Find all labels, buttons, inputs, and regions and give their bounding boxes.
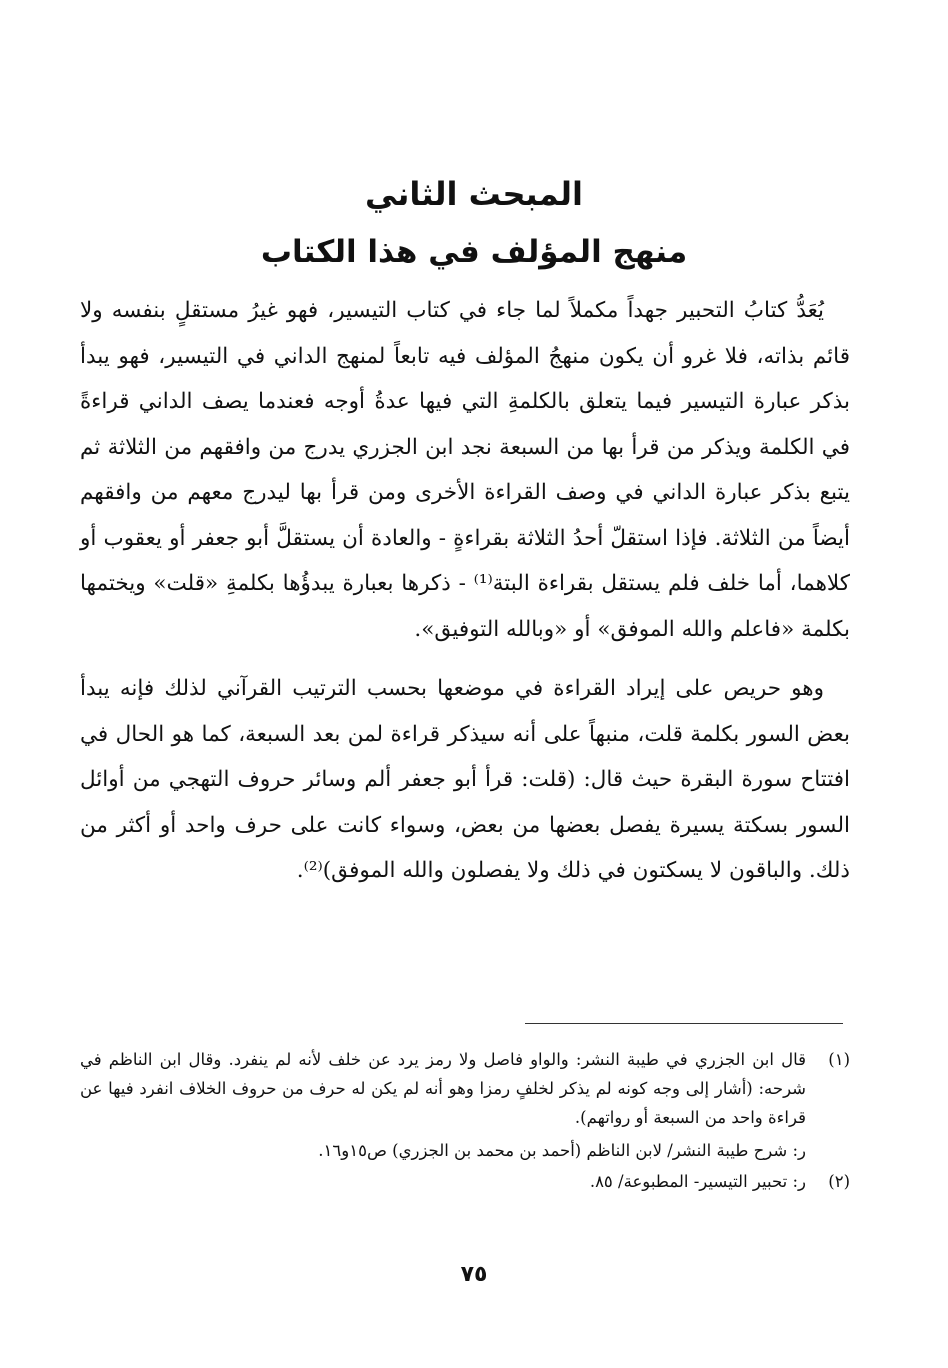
footnote xyxy=(80,1167,850,1196)
footnote-text: ر: تحبير التيسير- المطبوعة/ ٨٥. xyxy=(589,1172,806,1191)
footnote-reference: ر: شرح طيبة النشر/ لابن الناظم (أحمد بن محمد بن الجزري) ص١٥و١٦. xyxy=(318,1141,806,1160)
footnote-separator xyxy=(525,1023,843,1024)
section-title: المبحث الثاني xyxy=(364,175,584,213)
body-text xyxy=(80,288,850,908)
footnote-number: (١) xyxy=(828,1050,850,1069)
footnote xyxy=(80,1045,850,1167)
paragraph: وهو حريص على إيراد القراءة في موضعها بحسب الترتيب القرآني لذلك فإنه يبدأ بعض السور بكلمة قلت، منبهاً على أنه سيذكر قراءة لمن بعد السبعة، كما هو الحال في افتتاح سورة البقرة حيث قال: (قلت: قرأ أبو جعفر ألم وسائر حروف التهجي من أوائل السور بسكتة يسيرة يفصل بعضها من بعض، وسواء كانت على حرف واحد أو أكثر من ذلك. والباقون لا يسكتون في ذلك ولا يفصلون والله الموفق)⁽²⁾. xyxy=(80,676,850,883)
page-number: ٧٥ xyxy=(460,1262,488,1287)
footnote-number: (٢) xyxy=(828,1172,850,1191)
section-subtitle: منهج المؤلف في هذا الكتاب xyxy=(260,234,688,270)
footnote-text: قال ابن الجزري في طيبة النشر: والواو فاصل ولا رمز يرد عن خلف لأنه لم ينفرد. وقال ابن الناظم في شرحه: (أشار إلى وجه كونه لم يذكر لخلفٍ رمزا وهو أنه لم يكن له حرف من حروف الخلاف انفرد فيها عن قراءة واحد من السبعة أو رواتهم). xyxy=(80,1050,806,1127)
paragraph: يُعَدُّ كتابُ التحبير جهداً مكملاً لما جاء في كتاب التيسير، فهو غيرُ مستقلٍ بنفسه ولا قائم بذاته، فلا غرو أن يكون منهجُ المؤلف فيه تابعاً لمنهج الداني في التيسير، فهو يبدأ بذكر عبارة التيسير فيما يتعلق بالكلمةِ التي فيها عدةُ أوجه فعندما يصف الداني قراءةً في الكلمة ويذكر من قرأ بها من السبعة نجد ابن الجزري يدرج من وافقهم من الثلاثة ثم يتبع بذكر عبارة الداني في وصف القراءة الأخرى ومن قرأ بها ليدرج معهم من وافقهم أيضاً من الثلاثة. فإذا استقلّ أحدُ الثلاثة بقراءةٍ - والعادة أن يستقلَّ أبو جعفر أو يعقوب أو كلاهما، أما خلف فلم يستقل بقراءة البتة⁽¹⁾ - ذكرها بعبارة يبدؤُها بكلمةِ «قلت» ويختمها بكلمة «فاعلم والله الموفق» أو «وبالله التوفيق». xyxy=(80,298,850,642)
section-heading xyxy=(60,168,888,278)
footnotes xyxy=(80,1045,850,1196)
